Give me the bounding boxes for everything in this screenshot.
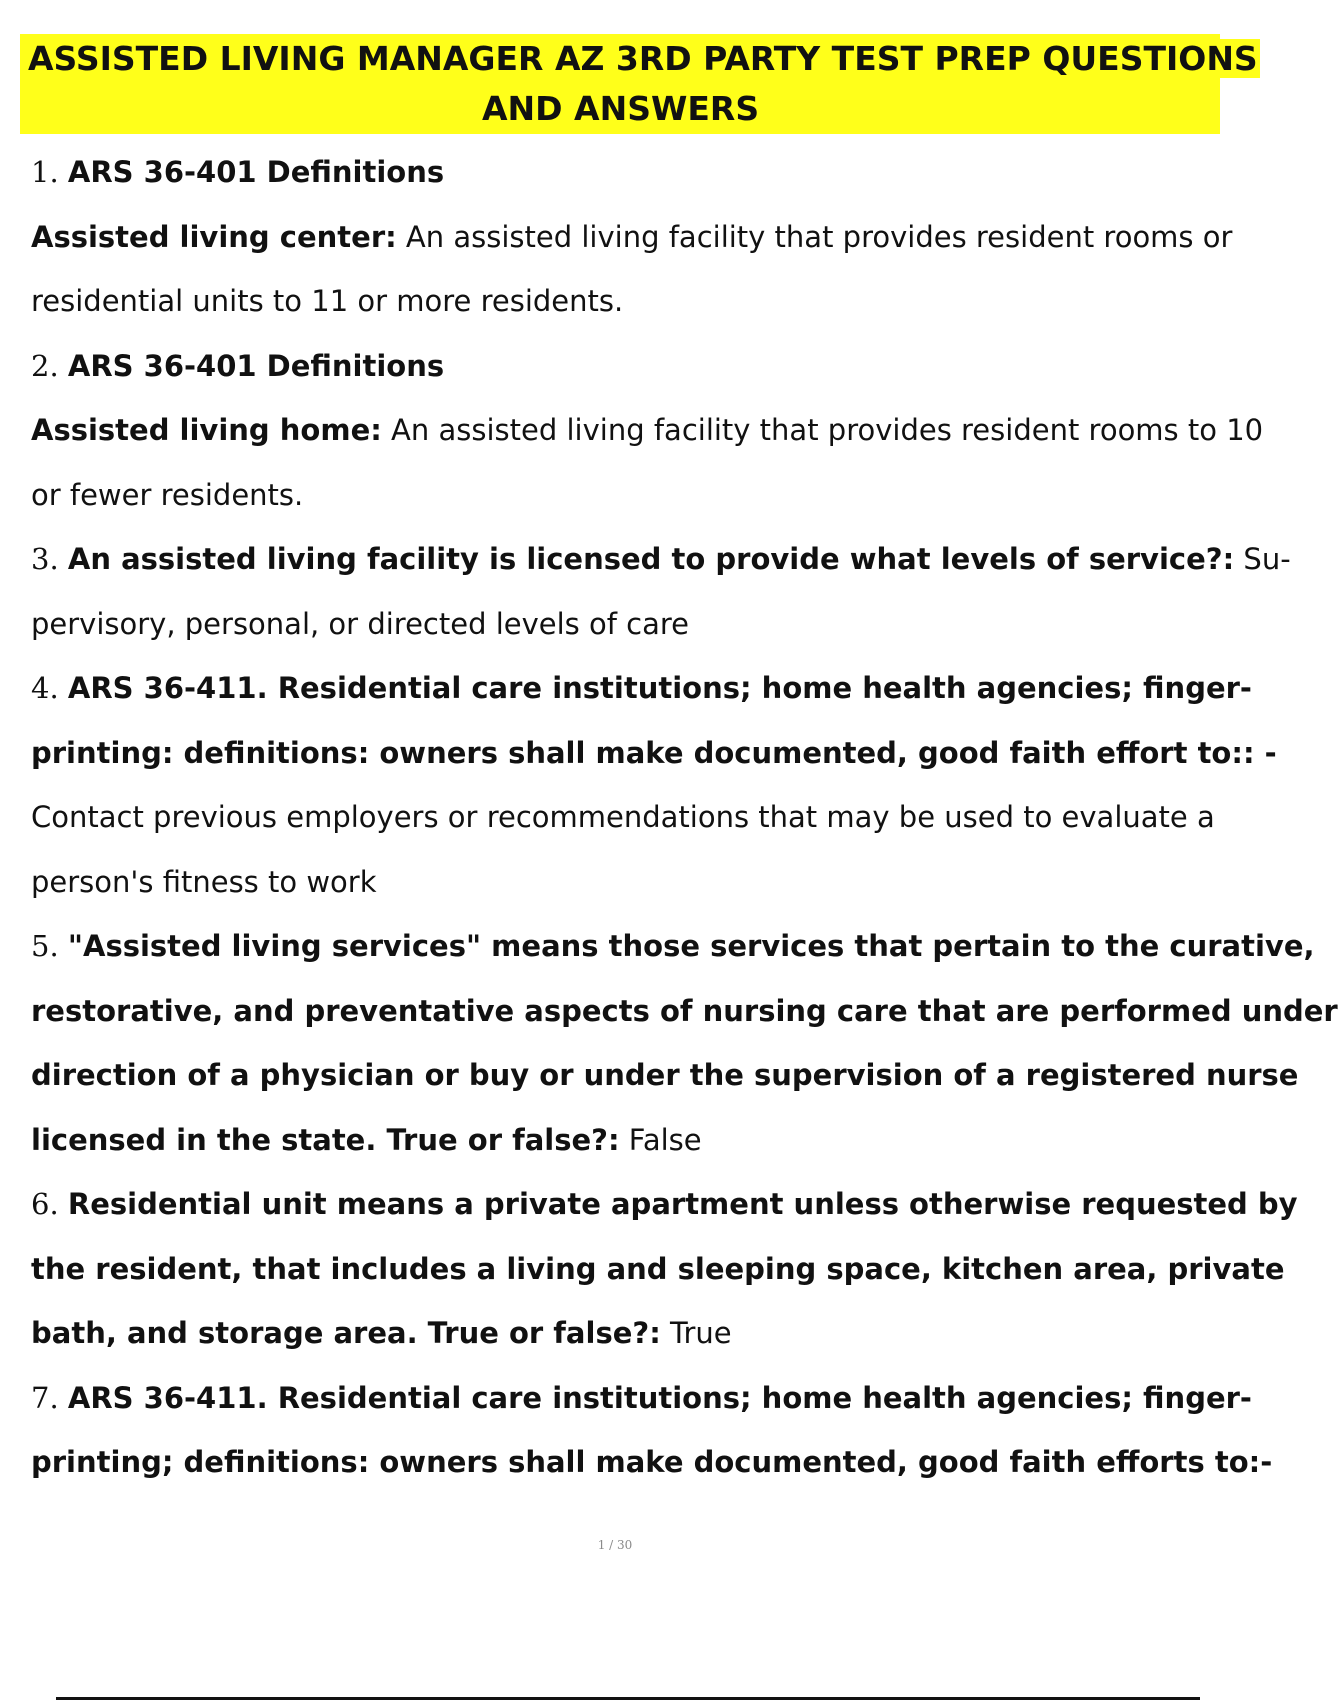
qa-list xyxy=(31,140,1338,1495)
question-text: ARS 36-411. Residential care institutions; home health agencies; finger- xyxy=(67,1380,1252,1415)
text-line xyxy=(31,656,1252,721)
question-text: the resident, that includes a living and sleeping space, kitchen area, private xyxy=(31,1251,1285,1286)
answer-text: An assisted living facility that provides resident rooms to 10 xyxy=(381,413,1264,447)
item-number: 6. xyxy=(31,1187,59,1221)
question-text: licensed in the state. True or false?: xyxy=(31,1122,620,1157)
question-text: printing: definitions: owners shall make documented, good faith effort to:: - xyxy=(31,735,1277,770)
text-line xyxy=(31,1043,1299,1108)
page-number: 1 / 30 xyxy=(597,1538,633,1552)
text-line xyxy=(31,1430,1273,1495)
question-text: printing; definitions: owners shall make documented, good faith efforts to:- xyxy=(31,1445,1273,1479)
answer-text: Su- xyxy=(1234,542,1291,576)
item-number: 3. xyxy=(31,542,59,576)
text-line xyxy=(31,269,1200,334)
answer-text: or fewer residents. xyxy=(31,477,304,512)
title-line-2: AND ANSWERS xyxy=(482,89,760,128)
text-line xyxy=(31,463,1200,528)
item-number: 1. xyxy=(31,155,59,189)
question-text: ARS 36-401 Definitions xyxy=(67,155,445,189)
document-title xyxy=(20,34,1258,134)
question-text: An assisted living facility is licensed to provide what levels of service?: xyxy=(67,542,1235,576)
title-line-1: ASSISTED LIVING MANAGER AZ 3RD PARTY TEST PREP QUESTIONS xyxy=(28,39,1258,78)
answer-text: residential units to 11 or more residents. xyxy=(31,284,624,318)
text-line xyxy=(31,398,1264,463)
question-text: restorative, and preventative aspects of nursing care that are performed under xyxy=(31,993,1338,1028)
question-text: Residential unit means a private apartment unless otherwise requested by xyxy=(67,1187,1298,1221)
text-line xyxy=(31,205,1233,270)
text-line xyxy=(31,1237,1285,1302)
question-text: direction of a physician or buy or under the supervision of a registered nurse xyxy=(31,1058,1299,1092)
term-text: Assisted living center: xyxy=(31,219,397,254)
answer-text: True xyxy=(660,1316,732,1350)
answer-text: person's fitness to work xyxy=(31,864,377,899)
text-line xyxy=(31,1108,1200,1173)
question-text: bath, and storage area. True or false?: xyxy=(31,1316,661,1350)
text-line xyxy=(31,1172,1298,1237)
text-line xyxy=(31,1366,1252,1431)
question-text: ARS 36-411. Residential care institutions; home health agencies; finger- xyxy=(67,671,1252,705)
text-line xyxy=(31,914,1315,979)
question-text: ARS 36-401 Definitions xyxy=(67,348,445,383)
text-line xyxy=(31,527,1291,592)
text-line xyxy=(31,334,1200,399)
text-line xyxy=(31,785,1215,850)
text-line xyxy=(31,721,1277,786)
text-line xyxy=(31,979,1338,1044)
item-number: 2. xyxy=(31,348,59,383)
item-number: 4. xyxy=(31,671,59,705)
answer-text: Contact previous employers or recommendations that may be used to evaluate a xyxy=(31,800,1215,834)
text-line xyxy=(31,592,1200,657)
answer-text: False xyxy=(619,1122,702,1157)
answer-text: pervisory, personal, or directed levels of care xyxy=(31,606,689,641)
question-text: "Assisted living services" means those services that pertain to the curative, xyxy=(67,929,1315,963)
item-number: 7. xyxy=(31,1380,59,1415)
text-line xyxy=(31,140,1200,205)
text-line xyxy=(31,850,1200,915)
term-text: Assisted living home: xyxy=(31,413,382,447)
answer-text: An assisted living facility that provides resident rooms or xyxy=(396,219,1233,254)
text-line xyxy=(31,1301,1200,1366)
item-number: 5. xyxy=(31,929,59,963)
